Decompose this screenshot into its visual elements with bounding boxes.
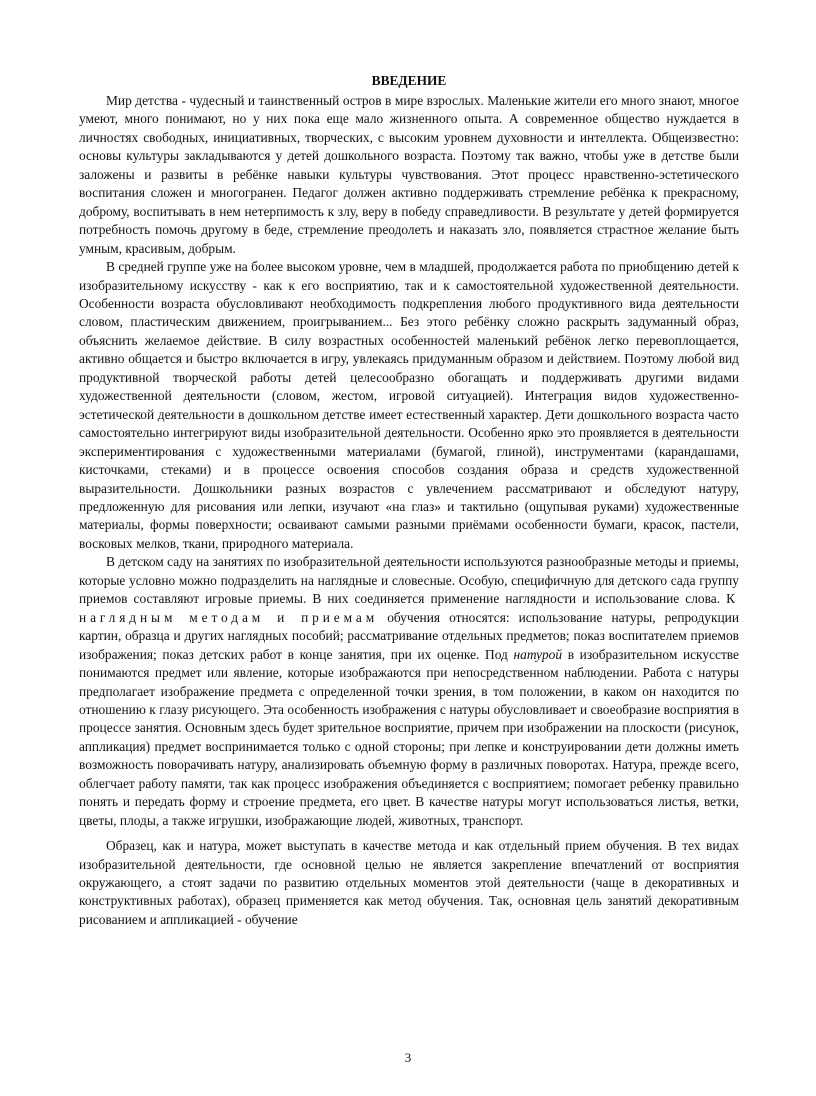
paragraph-4: Образец, как и натура, может выступать в качестве метода и как отдельный прием обучения. В тех видах изобразительной деятельности, где основной целью не является закрепление впечатлений от восприятия окружающего, а стоят задачи по развитию отдельных моментов этой деятельности (чаще в декоративных и конструктивных работах), образец применяется как метод обучения. Так, основная цель занятий декоративным рисованием и аппликацией - обучение xyxy=(79,838,739,927)
paragraph-3-part-a: В детском саду на занятиях по изобразительной деятельности используются разнообразные методы и приемы, которые условно можно подразделить на наглядные и словесные. Особую, специфичную для детского сада группу приемов составляют игровые приемы. В них соединяется применение наглядности и использование слова. xyxy=(79,554,739,607)
paragraph-3-part-b: обучения относятся: использование натуры, репродукции картин, образца и других наглядных пособий; рассматривание отдельных предметов; показ воспитателем приемов изображения; показ детских работ в конце занятия, при их оценке. Под xyxy=(79,609,739,662)
italic-term: натурой xyxy=(513,646,563,662)
paragraph-1: Мир детства - чудесный и таинственный остров в мире взрослых. Маленькие жители его много знают, многое умеют, много понимают, но у них пока еще мало жизненного опыта. А современное общество нуждается в личностях свободных, инициативных, творческих, с высоким уровнем духовности и интеллекта. Общеизвестно: основы культуры закладываются у детей дошкольного возраста. Поэтому так важно, чтобы уже в детстве были заложены и развиты в ребёнке навыки культуры чувствования. Этот процесс нравственно-эстетического воспитания сложен и многогранен. Педагог должен активно поддерживать стремление ребёнка к прекрасному, доброму, воспитывать в нем нетерпимость к злу, веру в победу справедливости. В результате у детей формируется потребность помочь другому в беде, стремление преодолеть и наказать зло, появляется страстное желание быть умным, красивым, добрым. xyxy=(79,93,739,256)
spaced-emphasis-text: К наглядным методам и приемам xyxy=(79,591,739,625)
paragraph-3 xyxy=(79,553,739,830)
paragraph-2: В средней группе уже на более высоком уровне, чем в младшей, продолжается работа по приобщению детей к изобразительному искусству - как к его восприятию, так и к самостоятельной художественной деятельности. Особенности возраста обусловливают необходимость подкрепления любого продуктивного вида деятельности словом, пластическим движением, проигрыванием... Без этого ребёнку сложно раскрыть задуманный образ, объяснить желаемое действие. В силу возрастных особенностей маленький ребёнок легко перевоплощается, активно общается и быстро включается в игру, увлекаясь придуманным образом и действием. Поэтому любой вид продуктивной творческой работы детей целесообразно обогащать и поддерживать другими видами художественной деятельности (словом, жестом, игровой ситуацией). Интеграция видов художественно-эстетической деятельности в дошкольном детстве имеет естественный характер. Дети дошкольного возраста часто самостоятельно интегрируют виды изобразительной деятельности. Особенно ярко это проявляется в деятельности экспериментирования с художественными материалами (бумагой, глиной), инструментами (карандашами, кисточками, стеками) и в процессе освоения способов создания образа и средств художественной выразительности. Дошкольники разных возрастов с увлечением рассматривают и обследуют натуру, предложенную для рисования или лепки, изучают «на глаз» и тактильно (ощупывая руками) художественные материалы, формы поверхности; осваивают самыми разными приёмами особенности бумаги, красок, пастели, восковых мелков, ткани, природного материала. xyxy=(79,259,739,551)
paragraph-3-part-c: в изобразительном искусстве понимаются предмет или явление, которые изображаются при непосредственном наблюдении. Работа с натуры предполагает изображение предмета с определенной точки зрения, в том положении, в каком он находится по отношению к глазу рисующего. Эта особенность изображения с натуры обусловливает и своеобразие восприятия в процессе занятия. Основным здесь будет зрительное восприятие, причем при изображении на плоскости (рисунок, аппликация) предмет воспринимается только с одной стороны; при лепке и конструировании дети должны иметь возможность поворачивать натуру, анализировать объемную форму в различных поворотах. Натура, прежде всего, облегчает работу памяти, так как процесс изображения объединяется с восприятием; помогает ребенку правильно понять и передать форму и строение предмета, его цвет. В качестве натуры могут использоваться листья, ветки, цветы, плоды, а также игрушки, изображающие людей, животных, транспорт. xyxy=(79,646,739,828)
page-title: ВВЕДЕНИЕ xyxy=(371,73,447,88)
page-number: 3 xyxy=(404,1050,412,1065)
document-page xyxy=(79,72,739,929)
